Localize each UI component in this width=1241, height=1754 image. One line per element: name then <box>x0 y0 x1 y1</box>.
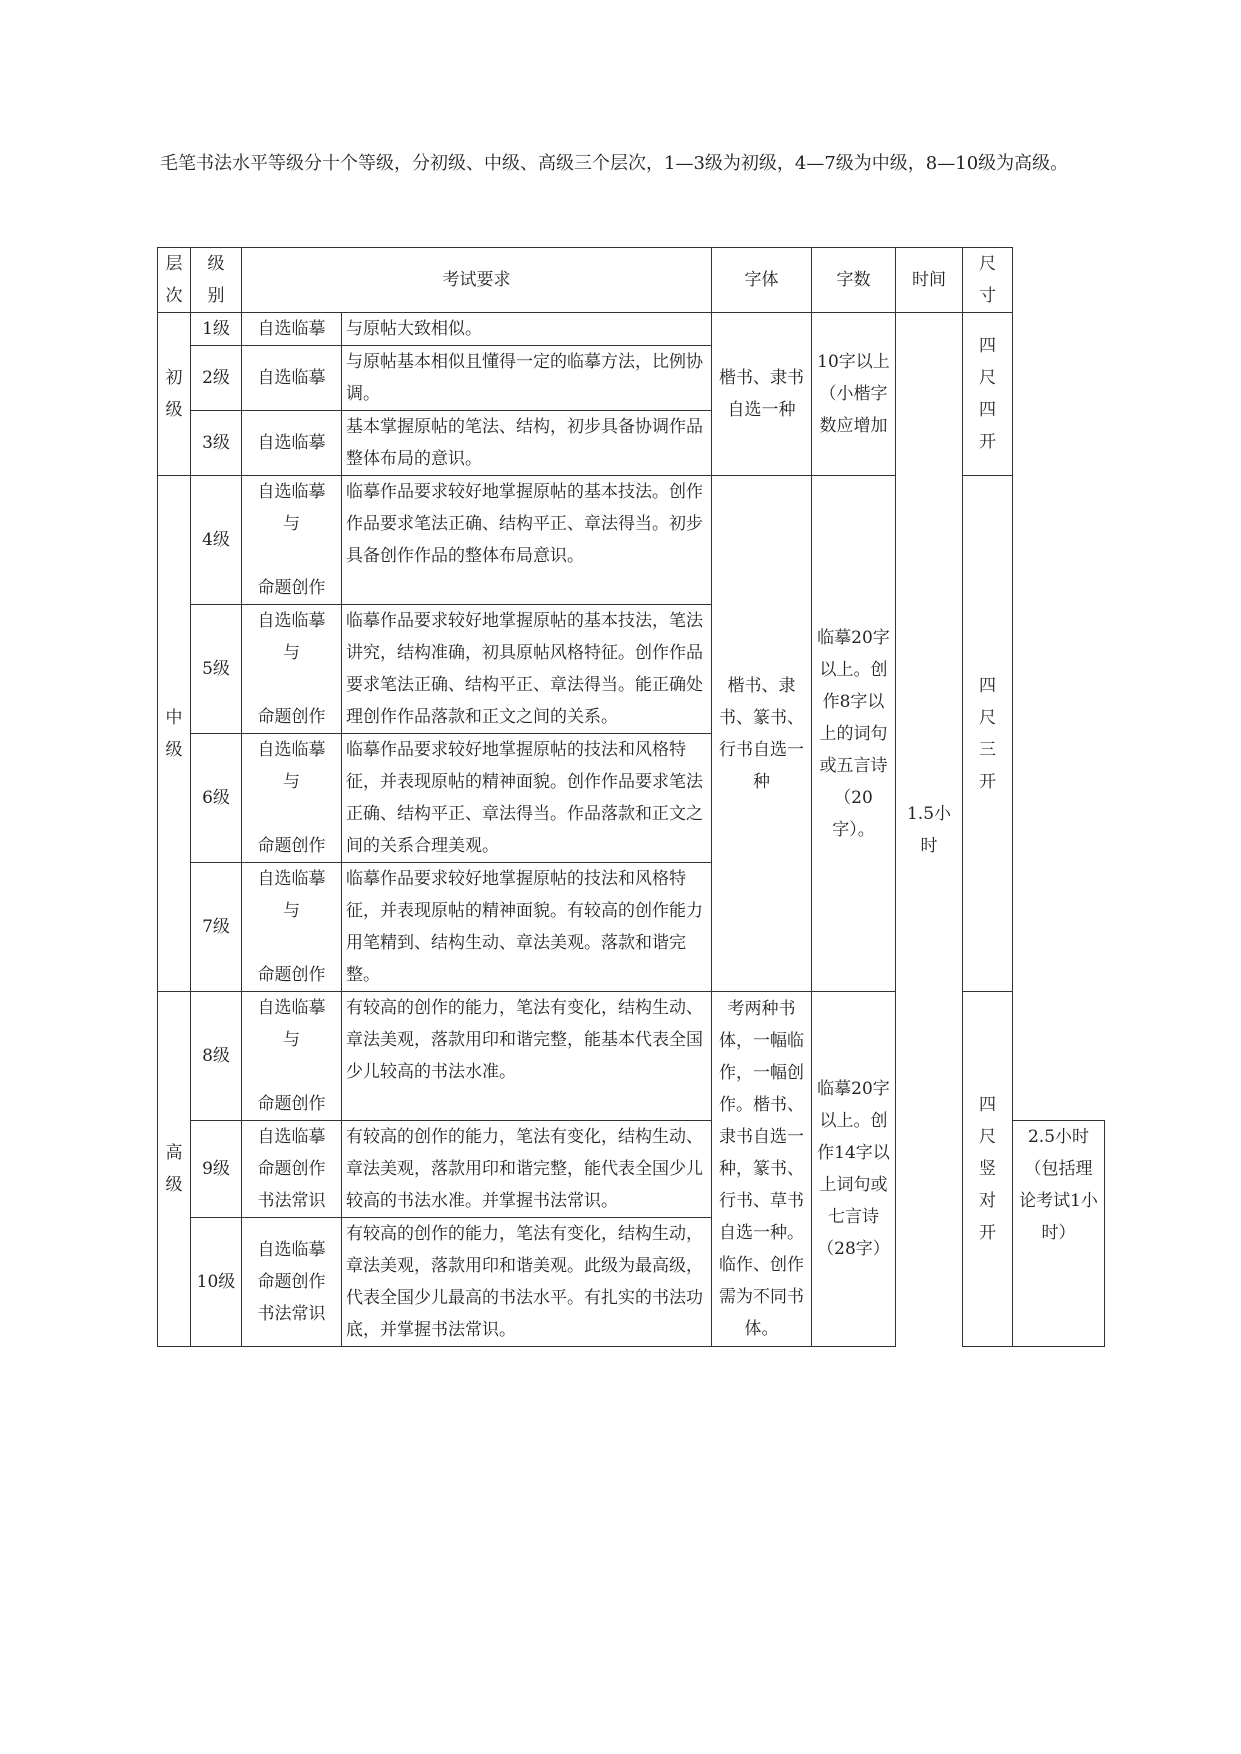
grade-cell: 9级 <box>191 1121 242 1218</box>
requirement-cell: 与原帖大致相似。 <box>342 313 712 346</box>
time-main: 1.5小时 <box>896 313 963 1347</box>
requirement-cell: 临摹作品要求较好地掌握原帖的技法和风格特征，并表现原帖的精神面貌。创作作品要求笔法正确、结构平正、章法得当。作品落款和正文之间的关系合理美观。 <box>342 734 712 863</box>
requirement-cell: 临摹作品要求较好地掌握原帖的基本技法。创作作品要求笔法正确、结构平正、章法得当。初步具备创作作品的整体布局意识。 <box>342 476 712 605</box>
mode-cell: 自选临摹 与 命题创作 <box>242 734 342 863</box>
requirement-cell: 有较高的创作的能力，笔法有变化，结构生动、章法美观，落款用印和谐完整，能基本代表全国少儿较高的书法水准。 <box>342 992 712 1121</box>
intro-paragraph: 毛笔书法水平等级分十个等级，分初级、中级、高级三个层次，1—3级为初级，4—7级为中级，8—10级为高级。 <box>160 153 1069 174</box>
tier-intermediate: 中 级 <box>158 476 191 992</box>
tier-beginner: 初 级 <box>158 313 191 476</box>
header-time: 时间 <box>896 248 963 313</box>
font-beginner: 楷书、隶书自选一种 <box>712 313 812 476</box>
grade-cell: 2级 <box>191 346 242 411</box>
grade-cell: 10级 <box>191 1218 242 1347</box>
requirement-cell: 临摹作品要求较好地掌握原帖的基本技法，笔法讲究，结构准确，初具原帖风格特征。创作作品要求笔法正确、结构平正、章法得当。能正确处理创作作品落款和正文之间的关系。 <box>342 605 712 734</box>
count-advanced: 临摹20字以上。创作14字以上词句或七言诗（28字） <box>812 992 896 1347</box>
grade-cell: 3级 <box>191 411 242 476</box>
mode-cell: 自选临摹 与 命题创作 <box>242 992 342 1121</box>
mode-cell: 自选临摹 与 命题创作 <box>242 863 342 992</box>
grade-cell: 7级 <box>191 863 242 992</box>
font-intermediate: 楷书、隶书、篆书、行书自选一种 <box>712 476 812 992</box>
grade-cell: 5级 <box>191 605 242 734</box>
requirement-cell: 有较高的创作的能力，笔法有变化，结构生动、章法美观，落款用印和谐完整，能代表全国少儿较高的书法水准。并掌握书法常识。 <box>342 1121 712 1218</box>
count-beginner: 10字以上（小楷字数应增加 <box>812 313 896 476</box>
grade-requirements-table <box>157 247 1105 1347</box>
grade-cell: 4级 <box>191 476 242 605</box>
requirement-cell: 与原帖基本相似且懂得一定的临摹方法，比例协调。 <box>342 346 712 411</box>
size-intermediate: 四 尺 三 开 <box>963 476 1013 992</box>
grade-cell: 1级 <box>191 313 242 346</box>
count-intermediate: 临摹20字以上。创作8字以上的词句或五言诗（20字）。 <box>812 476 896 992</box>
table-row <box>158 992 1105 1121</box>
mode-cell: 自选临摹 命题创作 书法常识 <box>242 1121 342 1218</box>
table-row <box>158 313 1105 346</box>
font-advanced: 考两种书体，一幅临作，一幅创作。楷书、隶书自选一种，篆书、行书、草书自选一种。临作、创作需为不同书体。 <box>712 992 812 1347</box>
grade-cell: 8级 <box>191 992 242 1121</box>
requirement-cell: 基本掌握原帖的笔法、结构，初步具备协调作品整体布局的意识。 <box>342 411 712 476</box>
tier-advanced: 高 级 <box>158 992 191 1347</box>
table-row <box>158 476 1105 605</box>
header-requirement: 考试要求 <box>242 248 712 313</box>
header-font: 字体 <box>712 248 812 313</box>
time-upper: 2.5小时（包括理论考试1小时） <box>1013 1121 1105 1347</box>
mode-cell: 自选临摹 与 命题创作 <box>242 476 342 605</box>
header-size: 尺 寸 <box>963 248 1013 313</box>
size-advanced: 四 尺 竖 对 开 <box>963 992 1013 1347</box>
header-grade: 级 别 <box>191 248 242 313</box>
header-tier: 层 次 <box>158 248 191 313</box>
size-beginner: 四 尺 四 开 <box>963 313 1013 476</box>
requirement-cell: 有较高的创作的能力，笔法有变化，结构生动，章法美观，落款用印和谐美观。此级为最高级，代表全国少儿最高的书法水平。有扎实的书法功底，并掌握书法常识。 <box>342 1218 712 1347</box>
header-row <box>158 248 1105 313</box>
mode-cell: 自选临摹 与 命题创作 <box>242 605 342 734</box>
grade-cell: 6级 <box>191 734 242 863</box>
mode-cell: 自选临摹 命题创作 书法常识 <box>242 1218 342 1347</box>
header-count: 字数 <box>812 248 896 313</box>
mode-cell: 自选临摹 <box>242 313 342 346</box>
mode-cell: 自选临摹 <box>242 411 342 476</box>
requirement-cell: 临摹作品要求较好地掌握原帖的技法和风格特征，并表现原帖的精神面貌。有较高的创作能力用笔精到、结构生动、章法美观。落款和谐完整。 <box>342 863 712 992</box>
mode-cell: 自选临摹 <box>242 346 342 411</box>
